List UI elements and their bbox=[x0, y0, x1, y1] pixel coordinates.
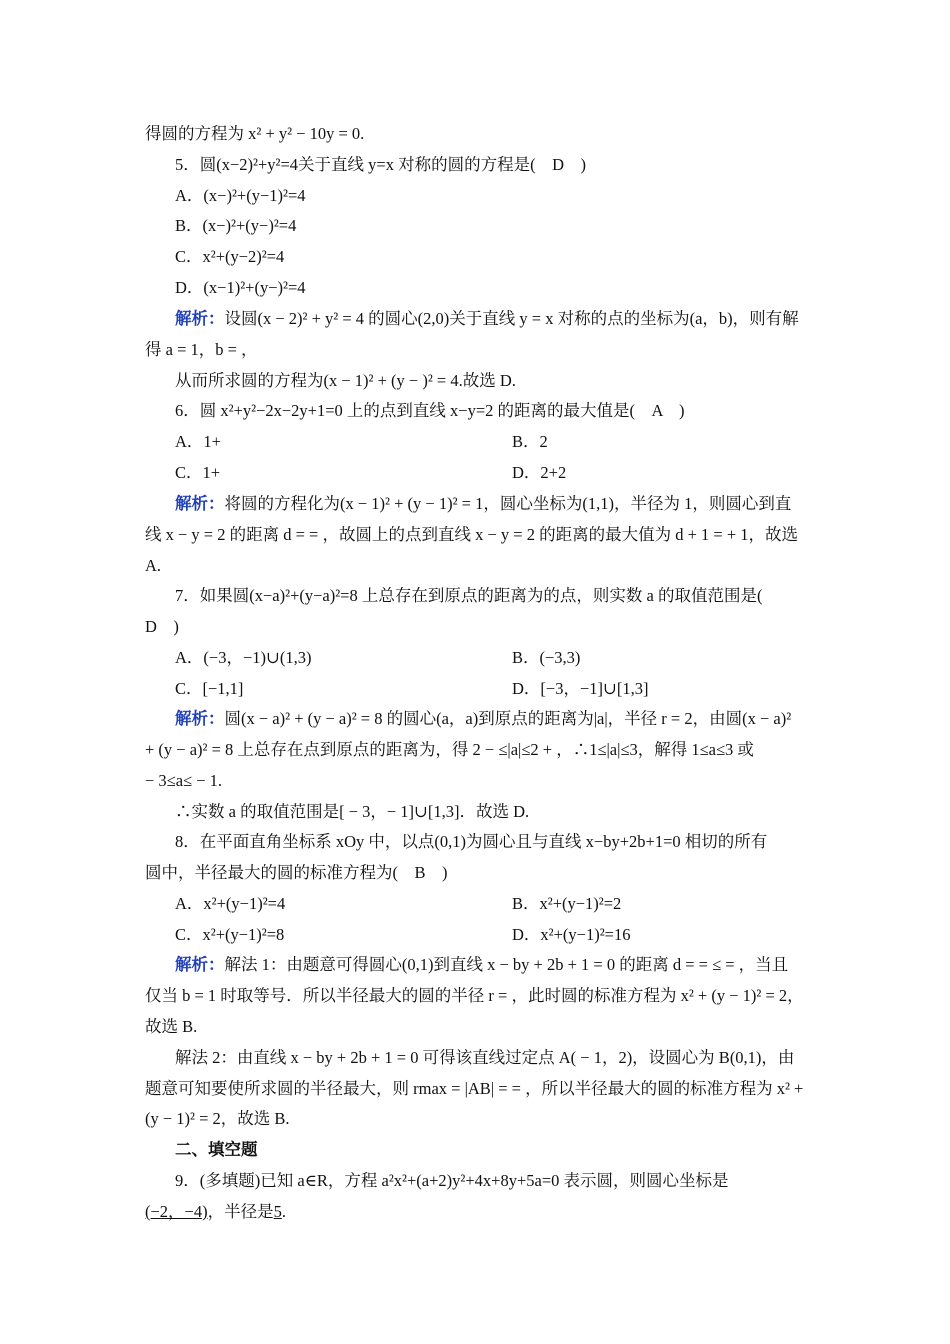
text-line: A. bbox=[145, 556, 162, 575]
text-line: 得 a = 1，b = ， bbox=[145, 340, 258, 359]
analysis-text: 将圆的方程化为(x − 1)² + (y − 1)² = 1，圆心坐标为(1,1)，半径为 1，则圆心到直 bbox=[224, 494, 792, 513]
section-heading: 二、填空题 bbox=[175, 1140, 258, 1159]
answer-radius: 5 bbox=[273, 1202, 282, 1221]
analysis-text: 圆(x − a)² + (y − a)² = 8 的圆心(a，a)到原点的距离为|a|，半径 r = 2，由圆(x − a)² bbox=[224, 709, 792, 728]
text-line: 解法 2：由直线 x − by + 2b + 1 = 0 可得该直线过定点 A( − 1，2)，设圆心为 B(0,1)，由 bbox=[175, 1048, 795, 1067]
option-c: C．1+ bbox=[175, 463, 221, 482]
text-line: ∴实数 a 的取值范围是[ − 3，− 1]∪[1,3]．故选 D. bbox=[175, 802, 530, 821]
option-b: B．(x−)²+(y−)²=4 bbox=[175, 216, 297, 235]
analysis-line bbox=[175, 954, 788, 976]
analysis-text: 解法 1：由题意可得圆心(0,1)到直线 x − by + 2b + 1 = 0 的距离 d = = ≤ = ，当且 bbox=[224, 955, 789, 974]
answer-line bbox=[145, 1201, 286, 1223]
analysis-label: 解析： bbox=[175, 494, 225, 513]
question-6: 6．圆 x²+y²−2x−2y+1=0 上的点到直线 x−y=2 的距离的最大值是( A ) bbox=[175, 401, 685, 420]
text-line: 从而所求圆的方程为(x − 1)² + (y − )² = 4.故选 D. bbox=[175, 371, 516, 390]
analysis-line bbox=[175, 308, 799, 330]
analysis-label: 解析： bbox=[175, 955, 225, 974]
question-8: 8．在平面直角坐标系 xOy 中，以点(0,1)为圆心且与直线 x−by+2b+1=0 相切的所有 bbox=[175, 832, 768, 851]
question-5: 5．圆(x−2)²+y²=4关于直线 y=x 对称的圆的方程是( D ) bbox=[175, 155, 587, 174]
option-c: C．[−1,1] bbox=[175, 679, 244, 698]
text-line: (y − 1)² = 2，故选 B. bbox=[145, 1109, 290, 1128]
text-line: 仅当 b = 1 时取等号．所以半径最大的圆的半径 r = ，此时圆的标准方程为 x² + (y − 1)² = 2， bbox=[145, 986, 804, 1005]
question-7: 7．如果圆(x−a)²+(y−a)²=8 上总存在到原点的距离为的点，则实数 a 的取值范围是( bbox=[175, 586, 763, 605]
text-line: 故选 B. bbox=[145, 1017, 198, 1036]
text-line: − 3≤a≤ − 1. bbox=[145, 771, 223, 790]
question-9: 9．(多填题)已知 a∈R，方程 a²x²+(a+2)y²+4x+8y+5a=0 表示圆，则圆心坐标是 bbox=[175, 1171, 729, 1190]
option-a: A．1+ bbox=[175, 432, 221, 451]
analysis-label: 解析： bbox=[175, 709, 225, 728]
analysis-line bbox=[175, 708, 791, 730]
answer-center: (−2，−4) bbox=[145, 1202, 208, 1221]
option-a: A．(−3，−1)∪(1,3) bbox=[175, 648, 312, 667]
option-a: A．(x−)²+(y−1)²=4 bbox=[175, 186, 306, 205]
analysis-label: 解析： bbox=[175, 309, 225, 328]
text-line: D ) bbox=[145, 617, 179, 636]
text-line: + (y − a)² = 8 上总存在点到原点的距离为，得 2 − ≤|a|≤2 + ，∴1≤|a|≤3，解得 1≤a≤3 或 bbox=[145, 740, 754, 759]
option-d: D．2+2 bbox=[512, 463, 567, 482]
option-b: B．2 bbox=[512, 432, 548, 451]
option-d: D．(x−1)²+(y−)²=4 bbox=[175, 278, 306, 297]
text-line: 线 x − y = 2 的距离 d = = ，故圆上的点到直线 x − y = 2 的距离的最大值为 d + 1 = + 1，故选 bbox=[145, 525, 798, 544]
option-b: B．(−3,3) bbox=[512, 648, 581, 667]
option-c: C．x²+(y−2)²=4 bbox=[175, 247, 285, 266]
option-d: D．x²+(y−1)²=16 bbox=[512, 925, 631, 944]
text-line: 圆中，半径最大的圆的标准方程为( B ) bbox=[145, 863, 448, 882]
analysis-text: 设圆(x − 2)² + y² = 4 的圆心(2,0)关于直线 y = x 对称的点的坐标为(a，b)，则有解 bbox=[224, 309, 799, 328]
answer-text: ，半径是 bbox=[207, 1202, 274, 1221]
answer-end: . bbox=[281, 1202, 286, 1221]
text-line: 题意可知要使所求圆的半径最大，则 rmax = |AB| = = ，所以半径最大的圆的标准方程为 x² + bbox=[145, 1079, 804, 1098]
option-c: C．x²+(y−1)²=8 bbox=[175, 925, 285, 944]
analysis-line bbox=[175, 493, 791, 515]
option-d: D．[−3，−1]∪[1,3] bbox=[512, 679, 649, 698]
text-line: 得圆的方程为 x² + y² − 10y = 0. bbox=[145, 124, 365, 143]
option-a: A．x²+(y−1)²=4 bbox=[175, 894, 286, 913]
option-b: B．x²+(y−1)²=2 bbox=[512, 894, 622, 913]
